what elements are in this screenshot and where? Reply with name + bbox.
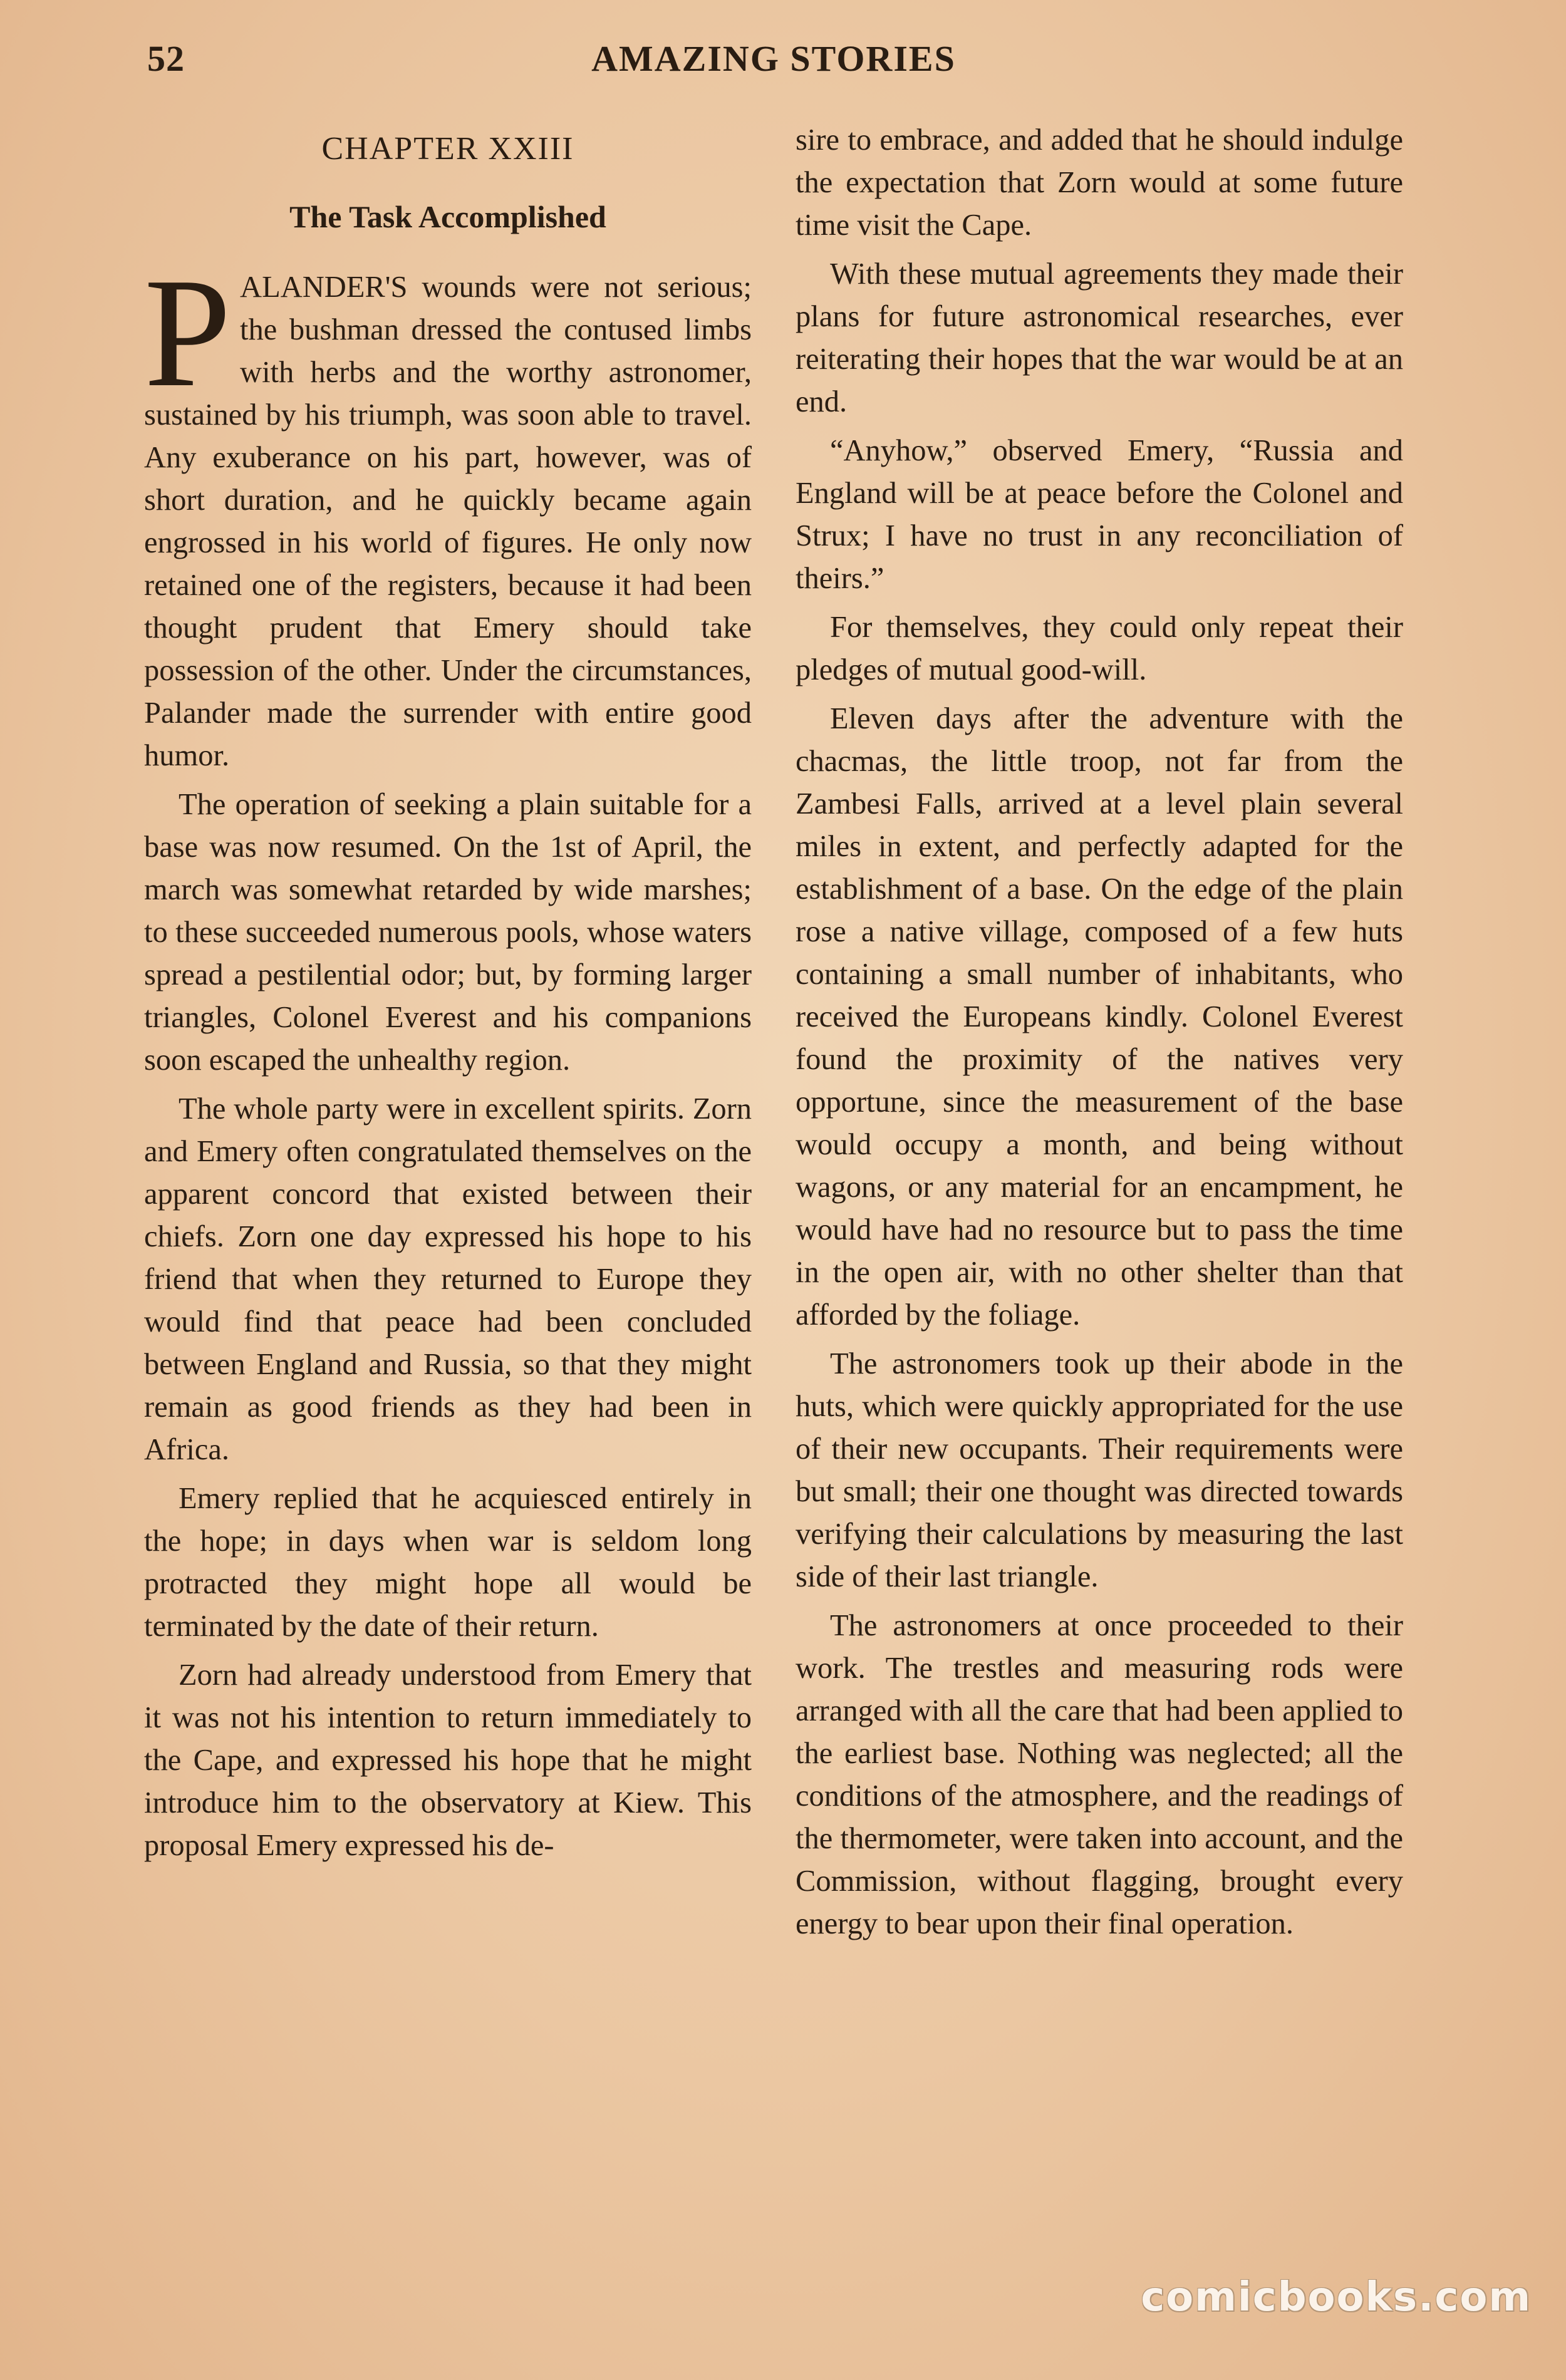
paragraph: The astronomers at once proceeded to their work. The trestles and measuring rods were arranged with all the care that had been applied to the earliest base. Nothing was neglected; all the conditions of the atmosphere, and the readings of the thermometer, were taken into account, and the Commission, without flagging, brought every energy to bear upon their final operation.	[796, 1609, 1403, 1940]
text-columns	[144, 119, 1403, 2205]
paragraph: For themselves, they could only repeat their pledges of mutual good-will.	[796, 611, 1403, 686]
running-head: AMAZING STORIES	[591, 38, 956, 79]
page-header	[147, 38, 1400, 94]
drop-cap: P	[144, 246, 232, 420]
paragraph: With these mutual agreements they made their plans for future astronomical researches, ever reiterating their hopes that the war would be at an end.	[796, 257, 1403, 418]
chapter-number: CHAPTER XXIII	[321, 131, 574, 167]
left-column	[144, 119, 752, 2205]
paragraph: “Anyhow,” observed Emery, “Russia and England will be at peace before the Colonel and Strux; I have no trust in any reconciliation of theirs.”	[796, 434, 1403, 595]
paragraph: The whole party were in excellent spirits. Zorn and Emery often congratulated themselves on the apparent concord that existed between their chiefs. Zorn one day expressed his hope to his friend that when they returned to Europe they would find that peace had been concluded between England and Russia, so that they might remain as good friends as they had been in Africa.	[144, 1092, 752, 1466]
right-column	[796, 119, 1403, 2205]
paragraph: The astronomers took up their abode in the huts, which were quickly appropriated for the use of their new occupants. Their requirements were but small; their one thought was directed towards verifying their calculations by measuring the last side of their last triangle.	[796, 1347, 1403, 1593]
paragraph	[144, 246, 752, 777]
paragraph: Zorn had already understood from Emery that it was not his intention to return immediately to the Cape, and expressed his hope that he might introduce him to the observatory at Kiew. This proposal Emery expressed his de-	[144, 1658, 752, 1862]
paragraph-text: ALANDER'S wounds were not serious; the bushman dressed the contused limbs with herbs and the worthy astronomer, sustained by his triumph, was soon able to travel. Any exuberance on his part, however, was of short duration, and he quickly became again engrossed in his world of figures. He only now retained one of the registers, because it had been thought prudent that Emery should take possession of the other. Under the circumstances, Palander made the surrender with entire good humor.	[144, 271, 752, 772]
paragraph: Eleven days after the adventure with the chacmas, the little troop, not far from the Zambesi Falls, arrived at a level plain several miles in extent, and perfectly adapted for the establishment of a base. On the edge of the plain rose a native village, composed of a few huts containing a small number of inhabitants, who received the Europeans kindly. Colonel Everest found the proximity of the natives very opportune, since the measurement of the base would occupy a month, and being without wagons, or any material for an encampment, he would have had no resource but to pass the time in the open air, with no other shelter than that afforded by the foliage.	[796, 702, 1403, 1332]
page-number: 52	[147, 38, 185, 79]
paragraph: sire to embrace, and added that he should indulge the expectation that Zorn would at some future time visit the Cape.	[796, 123, 1403, 242]
chapter-title: The Task Accomplished	[289, 199, 606, 234]
paragraph: The operation of seeking a plain suitable for a base was now resumed. On the 1st of April, the march was somewhat retarded by wide marshes; to these succeeded numerous pools, whose waters spread a pestilential odor; but, by forming larger triangles, Colonel Everest and his companions soon escaped the unhealthy region.	[144, 788, 752, 1077]
paragraph: Emery replied that he acquiesced entirely in the hope; in days when war is seldom long protracted they might hope all would be terminated by the date of their return.	[144, 1482, 752, 1643]
watermark: comicbooks.com	[1141, 2274, 1532, 2320]
